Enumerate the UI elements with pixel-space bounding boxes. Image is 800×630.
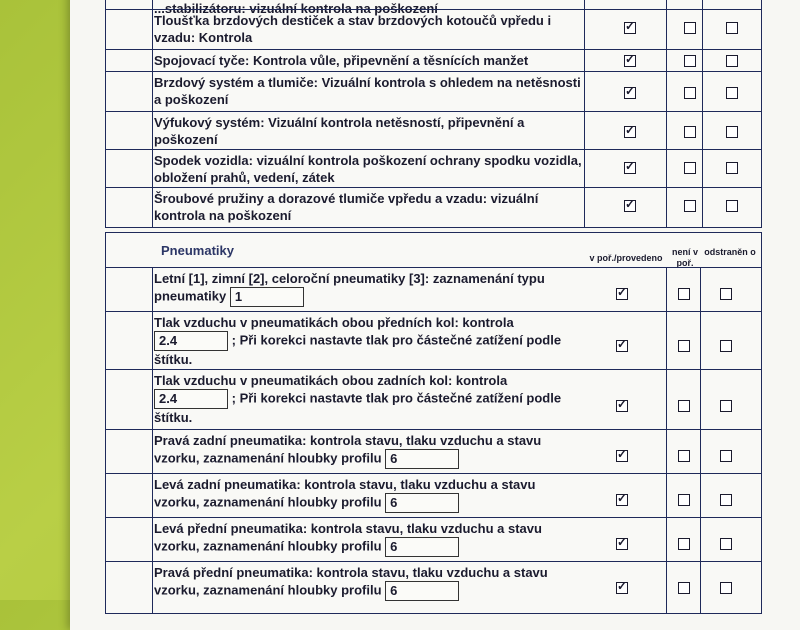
checkbox-not-ok[interactable]: [678, 494, 690, 506]
checkbox-fixed[interactable]: [720, 340, 732, 352]
row-text: Levá přední pneumatika: kontrola stavu, tlaku vzduchu a stavu vzorku, zaznamenání hloubky profilu 6: [154, 520, 584, 557]
checkbox-done[interactable]: [616, 288, 628, 300]
checklist-row: [106, 111, 761, 150]
checkbox-fixed[interactable]: [726, 87, 738, 99]
checkbox-done[interactable]: [624, 55, 636, 67]
row-text: Tloušťka brzdových destiček a stav brzdových kotoučů vpředu i vzadu: Kontrola: [154, 13, 552, 45]
checkbox-fixed[interactable]: [720, 288, 732, 300]
checkbox-not-ok[interactable]: [684, 55, 696, 67]
col-header-done: v poř./provedeno: [589, 253, 663, 263]
checkbox-done[interactable]: [616, 450, 628, 462]
checkbox-done[interactable]: [624, 87, 636, 99]
checkbox-not-ok[interactable]: [678, 450, 690, 462]
row-text: Brzdový systém a tlumiče: Vizuální kontrola s ohledem na netěsnosti a poškození: [154, 75, 581, 107]
checkbox-fixed[interactable]: [726, 162, 738, 174]
row-text: Tlak vzduchu v pneumatikách obou předních kol: kontrola 2.4 ; Při korekci nastavte tlak pro částečné zatížení podle štítku.: [154, 315, 562, 367]
checkbox-fixed[interactable]: [720, 538, 732, 550]
tires-checklist-table: [105, 232, 762, 614]
tire-row: [106, 473, 761, 518]
checklist-row: [106, 49, 761, 72]
tire-row: [106, 517, 761, 562]
row-text: Pravá přední pneumatika: kontrola stavu, tlaku vzduchu a stavu vzorku, zaznamenání hloubky profilu 6: [154, 564, 584, 601]
checkbox-fixed[interactable]: [726, 55, 738, 67]
checkbox-not-ok[interactable]: [678, 538, 690, 550]
checkbox-done[interactable]: [624, 22, 636, 34]
checkbox-done[interactable]: [616, 494, 628, 506]
section-header: [106, 233, 761, 267]
checkbox-not-ok[interactable]: [678, 340, 690, 352]
checkbox-done[interactable]: [624, 200, 636, 212]
checkbox-fixed[interactable]: [720, 582, 732, 594]
checkbox-not-ok[interactable]: [684, 87, 696, 99]
row-text: Tlak vzduchu v pneumatikách obou zadních kol: kontrola 2.4 ; Při korekci nastavte tlak pro částečné zatížení podle štítku.: [154, 373, 562, 425]
checkbox-not-ok[interactable]: [684, 126, 696, 138]
checkbox-fixed[interactable]: [726, 22, 738, 34]
checklist-row: [106, 187, 761, 228]
checkbox-fixed[interactable]: [720, 450, 732, 462]
tread-depth-field[interactable]: 6: [385, 581, 459, 601]
row-text: Levá zadní pneumatika: kontrola stavu, tlaku vzduchu a stavu vzorku, zaznamenání hloubky profilu 6: [154, 476, 584, 513]
tire-row: [106, 267, 761, 312]
checkbox-fixed[interactable]: [720, 494, 732, 506]
front-pressure-field[interactable]: 2.4: [154, 331, 228, 351]
section-title: Pneumatiky: [161, 243, 234, 258]
tire-row: [106, 429, 761, 474]
col-header-not-ok: není v poř.: [671, 247, 698, 268]
checkbox-done[interactable]: [616, 400, 628, 412]
checklist-row: [106, 149, 761, 188]
checkbox-done[interactable]: [616, 538, 628, 550]
checklist-row: [106, 9, 761, 50]
tire-row: [106, 369, 761, 430]
tire-row: [106, 561, 761, 614]
top-checklist-table: [105, 0, 762, 228]
checkbox-not-ok[interactable]: [678, 288, 690, 300]
checkbox-done[interactable]: [624, 162, 636, 174]
tire-type-field[interactable]: 1: [230, 287, 304, 307]
checkbox-fixed[interactable]: [720, 400, 732, 412]
row-text: Letní [1], zimní [2], celoroční pneumatiky [3]: zaznamenání typu pneumatiky 1: [154, 270, 584, 307]
checkbox-not-ok[interactable]: [684, 162, 696, 174]
checkbox-done[interactable]: [616, 582, 628, 594]
row-text: Výfukový systém: Vizuální kontrola netěsností, připevnění a poškození: [154, 115, 525, 147]
row-text: Pravá zadní pneumatika: kontrola stavu, tlaku vzduchu a stavu vzorku, zaznamenání hloubky profilu 6: [154, 432, 584, 469]
checkbox-fixed[interactable]: [726, 126, 738, 138]
checkbox-done[interactable]: [616, 340, 628, 352]
rear-pressure-field[interactable]: 2.4: [154, 389, 228, 409]
row-text: Spojovací tyče: Kontrola vůle, připevnění a těsnících manžet: [154, 53, 529, 68]
checkbox-fixed[interactable]: [726, 200, 738, 212]
checkbox-done[interactable]: [624, 126, 636, 138]
checklist-row: [106, 71, 761, 112]
col-header-fixed: odstraněn o: [704, 247, 756, 257]
row-text: Šroubové pružiny a dorazové tlumiče vpředu a vzadu: vizuální kontrola na poškození: [154, 191, 539, 223]
row-text: Spodek vozidla: vizuální kontrola poškození ochrany spodku vozidla, obložení prahů, vedení, zátek: [154, 153, 582, 185]
checkbox-not-ok[interactable]: [684, 200, 696, 212]
tire-row: [106, 311, 761, 370]
tread-depth-field[interactable]: 6: [385, 493, 459, 513]
tread-depth-field[interactable]: 6: [385, 449, 459, 469]
tread-depth-field[interactable]: 6: [385, 537, 459, 557]
row-text: ...stabilizátoru: vizuální kontrola na poškození: [154, 1, 438, 16]
checkbox-not-ok[interactable]: [684, 22, 696, 34]
checkbox-not-ok[interactable]: [678, 400, 690, 412]
checkbox-not-ok[interactable]: [678, 582, 690, 594]
